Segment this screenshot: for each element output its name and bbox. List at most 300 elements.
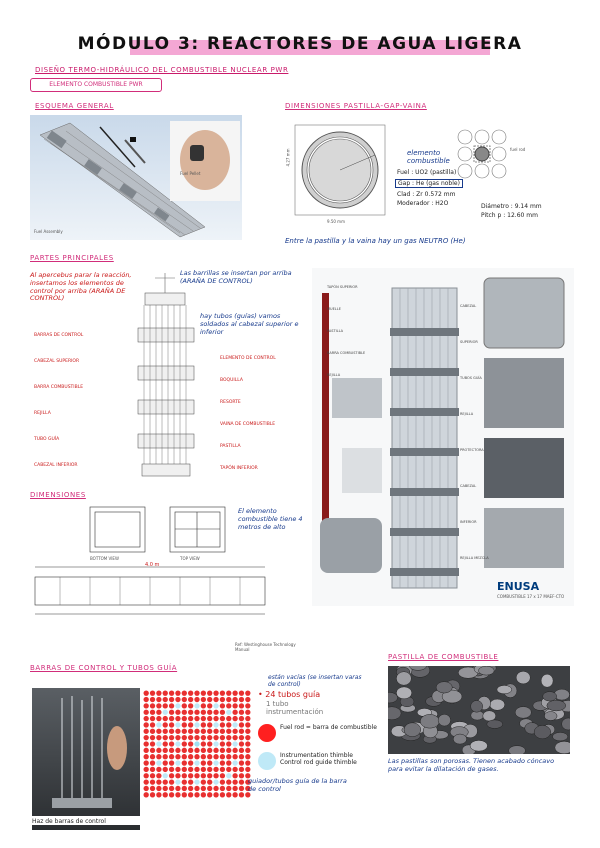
fuel-rod [182, 722, 187, 727]
heading-dimensiones: DIMENSIONES [30, 491, 86, 499]
fuel-rod [201, 792, 206, 797]
pastilla-note: Las pastillas son porosas. Tienen acabado cóncavo para evitar la dilatación de gases. [388, 757, 555, 773]
enusa-label-7: REJILLA PROTECTORA [460, 412, 484, 452]
fuel-rod [232, 754, 237, 759]
labels-left [34, 323, 129, 479]
fuel-rod [144, 703, 149, 708]
fuel-rod [201, 703, 206, 708]
guide-thimble [163, 773, 168, 778]
fuel-rod [169, 735, 174, 740]
fuel-rod [213, 716, 218, 721]
fuel-rod [150, 786, 155, 791]
fuel-rod [169, 779, 174, 784]
fuel-rod [163, 716, 168, 721]
enusa-label-5: CABEZAL SUPERIOR [460, 304, 478, 344]
fuel-rod [144, 741, 149, 746]
fuel-rod [182, 792, 187, 797]
fuel-rod [163, 754, 168, 759]
fuel-rod [144, 716, 149, 721]
instrument-thimble [194, 741, 199, 746]
fuel-rod [182, 735, 187, 740]
fuel-rod [226, 735, 231, 740]
fuel-rod [175, 735, 180, 740]
fuel-rod [144, 786, 149, 791]
fuel-rod [182, 767, 187, 772]
fuel-pellet [404, 723, 421, 737]
fuel-rod [213, 786, 218, 791]
fuel-rod [201, 735, 206, 740]
fuel-pellet [497, 685, 512, 693]
fuel-rod [201, 691, 206, 696]
fuel-rod [207, 779, 212, 784]
fuel-rod [150, 735, 155, 740]
fuel-rod [220, 722, 225, 727]
item-tubos-guia-text: 24 tubos guía [265, 690, 321, 699]
guide-thimble [232, 722, 237, 727]
fuel-rod [150, 722, 155, 727]
fuel-rod [207, 748, 212, 753]
heading-barras: BARRAS DE CONTROL Y TUBOS GUÍA [30, 664, 178, 672]
fuel-pellet [534, 725, 551, 738]
fuel-pellet [547, 700, 566, 711]
fuel-pellet [478, 666, 494, 675]
fuel-rod [245, 716, 250, 721]
fuel-rod [207, 792, 212, 797]
fuel-pellet [388, 707, 401, 720]
guide-thimble [194, 722, 199, 727]
fuel-pellet [515, 707, 531, 719]
fuel-rod [169, 697, 174, 702]
fuel-rod [169, 767, 174, 772]
pitch-label: Pitch p : 12.60 mm [481, 212, 538, 219]
fuel-rod [201, 741, 206, 746]
dimensions-source: Ref: Westinghouse Technology Manual [235, 642, 296, 652]
fuel-rod [213, 773, 218, 778]
general-figure [30, 115, 242, 240]
fuel-rod [169, 722, 174, 727]
fuel-rod [144, 792, 149, 797]
fuel-rod [213, 748, 218, 753]
fuel-rod [194, 716, 199, 721]
fuel-rod [220, 760, 225, 765]
fuel-rod [207, 691, 212, 696]
fuel-rod [201, 722, 206, 727]
fuel-rod [150, 773, 155, 778]
fuel-rod [150, 767, 155, 772]
enusa-labels [327, 276, 387, 386]
fuel-rod [156, 697, 161, 702]
fuel-rod [188, 786, 193, 791]
fuel-rod [207, 697, 212, 702]
control-rods-image [32, 688, 140, 830]
fuel-rod [194, 729, 199, 734]
rod-grid [143, 690, 251, 798]
fuel-rod [182, 779, 187, 784]
fuel-rod [245, 754, 250, 759]
fuel-pellet [541, 674, 553, 687]
fuel-pellet [438, 714, 451, 726]
fuel-rod [239, 697, 244, 702]
fuel-rod [194, 710, 199, 715]
fuel-rod [232, 729, 237, 734]
annot-guia: guiador/tubos guía de la barra de control [248, 777, 347, 793]
label-right-4: PASTILLA [220, 444, 241, 449]
label-left-3: REJILLA [34, 411, 51, 416]
fuel-rod [226, 703, 231, 708]
fuel-rod [156, 773, 161, 778]
fuel-rod [175, 729, 180, 734]
label-right-3: VAINA DE COMBUSTIBLE [220, 422, 276, 427]
diameter-label: Diámetro : 9.14 mm [481, 203, 542, 210]
fuel-rod [226, 697, 231, 702]
fuel-rod [226, 754, 231, 759]
fuel-rod [188, 741, 193, 746]
fuel-rod [239, 773, 244, 778]
guide-thimble [156, 741, 161, 746]
fuel-rod [169, 786, 174, 791]
fuel-rod [245, 741, 250, 746]
fuel-rod [144, 722, 149, 727]
note-height: El elemento combustible tiene 4 metros de alto [238, 507, 303, 531]
labels-right [220, 348, 305, 480]
fuel-rod [245, 710, 250, 715]
fuel-rod [232, 697, 237, 702]
fuel-pellet [543, 692, 557, 701]
fuel-rod [245, 691, 250, 696]
fuel-rod [245, 697, 250, 702]
fuel-rod [220, 710, 225, 715]
fuel-rod [245, 767, 250, 772]
fuel-rod [169, 691, 174, 696]
fuel-rod [150, 748, 155, 753]
fuel-rod [144, 735, 149, 740]
guide-thimble [213, 760, 218, 765]
fuel-rod [169, 754, 174, 759]
fuel-rod [188, 697, 193, 702]
fuel-rod [194, 792, 199, 797]
annot-elemento: elemento combustible [407, 149, 450, 166]
fuel-rod [175, 754, 180, 759]
fuel-assembly-illustration [30, 115, 242, 240]
note-barrillas: Las barrillas se insertan por arriba (ARAÑA DE CONTROL) [180, 269, 292, 285]
fuel-rod [188, 773, 193, 778]
fuel-rod [226, 779, 231, 784]
item-tubos-guia: • 24 tubos guía [258, 690, 321, 699]
label-fuel-assembly: Fuel Assembly [34, 229, 63, 234]
fuel-rod [150, 729, 155, 734]
fuel-rod [220, 716, 225, 721]
subtitle: DISEÑO TERMO-HIDRÁULICO DEL COMBUSTIBLE NUCLEAR PWR [35, 66, 289, 74]
fuel-rod [163, 735, 168, 740]
fuel-rod [220, 773, 225, 778]
label-fuel-pellet: Fuel Pellet [180, 171, 201, 176]
fuel-rod [201, 716, 206, 721]
fuel-rod [182, 716, 187, 721]
fuel-pellet [436, 682, 452, 693]
fuel-rod [226, 767, 231, 772]
fuel-rod [220, 697, 225, 702]
fuel-rod [239, 786, 244, 791]
fuel-rod [207, 729, 212, 734]
legend-cyan: Instrumentation thimble Control rod guide thimble [280, 752, 357, 766]
fuel-rod [220, 729, 225, 734]
fuel-rod [239, 722, 244, 727]
fuel-pellet [453, 734, 466, 744]
fuel-rod [201, 767, 206, 772]
fuel-rod [220, 703, 225, 708]
fuel-rod [156, 691, 161, 696]
label-right-5: TAPÓN INFERIOR [220, 466, 258, 471]
note-tubos: hay tubos (guías) vamos soldados al cabezal superior e inferior [200, 312, 299, 336]
fuel-rod [201, 786, 206, 791]
height-label: 4.0 m [145, 562, 160, 568]
fuel-rod [194, 748, 199, 753]
note-gap: Entre la pastilla y la vaina hay un gas NEUTRO (He) [285, 237, 466, 245]
guide-thimble [175, 741, 180, 746]
fuel-rod [163, 741, 168, 746]
fuel-rod [163, 722, 168, 727]
heading-dims-pastilla: DIMENSIONES PASTILLA-GAP-VAINA [285, 102, 427, 110]
fuel-rod [182, 741, 187, 746]
label-left-0: BARRAS DE CONTROL [34, 333, 84, 338]
moderator-label: Moderador : H2O [397, 200, 449, 207]
fuel-rod [207, 786, 212, 791]
fuel-pellet [420, 714, 439, 728]
fuel-rod [201, 710, 206, 715]
photo-caption: Haz de barras de control [32, 816, 140, 825]
enusa-logo: ENUSA [497, 580, 540, 593]
fuel-rod [188, 754, 193, 759]
fuel-rod [226, 716, 231, 721]
fuel-rod [201, 773, 206, 778]
guide-thimble [226, 773, 231, 778]
dim-height: 4.27 mm [285, 148, 291, 167]
fuel-rod [144, 729, 149, 734]
fuel-pellet [490, 699, 505, 710]
fuel-rod [194, 786, 199, 791]
fuel-rod [175, 748, 180, 753]
section-tag: ELEMENTO COMBUSTIBLE PWR [30, 78, 162, 92]
enusa-label-3: BARRA COMBUSTIBLE [327, 351, 366, 355]
fuel-rod [213, 767, 218, 772]
lattice-label: fuel rod [510, 147, 526, 152]
label-right-1: BOQUILLA [220, 378, 243, 383]
fuel-rod [144, 779, 149, 784]
fuel-rod [156, 786, 161, 791]
label-left-2: BARRA COMBUSTIBLE [34, 385, 84, 390]
fuel-rod [188, 792, 193, 797]
fuel-rod [207, 767, 212, 772]
fuel-rod [182, 760, 187, 765]
guide-thimble [175, 760, 180, 765]
fuel-rod [207, 735, 212, 740]
fuel-rod [188, 722, 193, 727]
enusa-label-1: MUELLE [327, 307, 341, 311]
fuel-rod [169, 748, 174, 753]
fuel-rod [245, 729, 250, 734]
fuel-rod [239, 767, 244, 772]
guide-thimble [213, 741, 218, 746]
guide-thimble [194, 779, 199, 784]
fuel-rod [220, 786, 225, 791]
guide-thimble [213, 703, 218, 708]
enusa-label-9: REJILLA MEZCLA [460, 556, 489, 560]
fuel-rod [144, 754, 149, 759]
fuel-rod [226, 722, 231, 727]
control-rods-photo [32, 688, 140, 830]
fuel-rod [239, 716, 244, 721]
fuel-pellet [396, 672, 411, 686]
item-instrumentacion: 1 tubo instrumentación [266, 700, 324, 716]
heading-partes: PARTES PRINCIPALES [30, 254, 114, 262]
fuel-rod [182, 748, 187, 753]
fuel-rod [169, 741, 174, 746]
fuel-rod [213, 735, 218, 740]
fuel-rod [175, 710, 180, 715]
fuel-rod [163, 697, 168, 702]
fuel-rod [150, 754, 155, 759]
note-arana: Al apercebus parar la reacción, insertamos los elementos de control por arriba (ARAÑA DE CONTROL) [30, 271, 132, 303]
fuel-rod [207, 760, 212, 765]
fuel-rod [207, 773, 212, 778]
fuel-pellet [509, 746, 526, 754]
fuel-pellet [553, 732, 568, 741]
fuel-rod [232, 786, 237, 791]
fuel-rod [144, 760, 149, 765]
fuel-rod [239, 760, 244, 765]
fuel-rod [226, 748, 231, 753]
fuel-rod [239, 779, 244, 784]
fuel-rod [201, 748, 206, 753]
fuel-rod [220, 779, 225, 784]
fuel-rod [182, 729, 187, 734]
label-right-2: RESORTE [220, 400, 241, 405]
fuel-rod [239, 748, 244, 753]
fuel-rod [201, 779, 206, 784]
guide-thimble [163, 710, 168, 715]
fuel-pellet [470, 740, 487, 751]
fuel-rod [169, 773, 174, 778]
enusa-label-4: REJILLA [327, 373, 341, 377]
fuel-rod [188, 767, 193, 772]
dim-width: 9.50 mm [327, 219, 345, 224]
fuel-rod [182, 754, 187, 759]
fuel-rod [163, 691, 168, 696]
guide-thimble [194, 703, 199, 708]
fuel-rod [163, 703, 168, 708]
guide-thimble [194, 760, 199, 765]
page-title: MÓDULO 3: REACTORES DE AGUA LIGERA [77, 34, 523, 54]
fuel-rod [175, 773, 180, 778]
fuel-rod [163, 779, 168, 784]
fuel-rod [194, 767, 199, 772]
fuel-rod [156, 703, 161, 708]
pellets-image [388, 666, 570, 754]
fuel-rod [220, 792, 225, 797]
fuel-rod [245, 722, 250, 727]
fuel-rod [169, 792, 174, 797]
fuel-rod [144, 748, 149, 753]
fuel-pellet [483, 711, 496, 721]
fuel-rod [232, 773, 237, 778]
fuel-rod [213, 710, 218, 715]
fuel-rod [175, 716, 180, 721]
guide-thimble [175, 703, 180, 708]
fuel-rod [156, 729, 161, 734]
fuel-rod [213, 754, 218, 759]
fuel-rod [156, 716, 161, 721]
fuel-rod [182, 710, 187, 715]
enusa-label-0: TAPÓN SUPERIOR [327, 285, 358, 289]
fuel-rod [144, 773, 149, 778]
fuel-rod [226, 760, 231, 765]
fuel-rod [220, 691, 225, 696]
pellet-dimensions-figure [285, 115, 565, 233]
fuel-rod [245, 735, 250, 740]
fuel-rod [201, 697, 206, 702]
fuel-rod [220, 741, 225, 746]
fuel-rod [232, 767, 237, 772]
fuel-rod [144, 697, 149, 702]
label-left-5: CABEZAL INFERIOR [34, 463, 78, 468]
fuel-rod [182, 703, 187, 708]
fuel-rod [220, 735, 225, 740]
partes-figure [30, 268, 305, 483]
fuel-rod [163, 767, 168, 772]
fuel-rod [188, 748, 193, 753]
fuel-rod [232, 710, 237, 715]
fuel-rod [245, 703, 250, 708]
fuel-rod [163, 748, 168, 753]
guide-thimble [175, 722, 180, 727]
fuel-rod [169, 760, 174, 765]
enusa-poster [312, 268, 574, 606]
guide-thimble [156, 722, 161, 727]
fuel-rod [220, 754, 225, 759]
fuel-rod [213, 729, 218, 734]
fuel-rod [226, 691, 231, 696]
fuel-rod [188, 760, 193, 765]
fuel-rod [220, 767, 225, 772]
enusa-labels-right [460, 288, 490, 576]
fuel-rod [150, 703, 155, 708]
fuel-rod [245, 748, 250, 753]
note-vacias: están vacías (se insertan varas de control) [268, 674, 362, 689]
fuel-rod [188, 729, 193, 734]
top-view-label: TOP VIEW [180, 556, 200, 561]
fuel-rod [150, 716, 155, 721]
legend-cyan-swatch [258, 752, 276, 770]
fuel-pellet [388, 692, 398, 703]
fuel-rod [156, 767, 161, 772]
fuel-rod [188, 710, 193, 715]
fuel-rod [207, 716, 212, 721]
fuel-rod [239, 703, 244, 708]
fuel-rod [169, 716, 174, 721]
fuel-pellet [555, 741, 570, 753]
dimensions-figure [30, 502, 305, 657]
fuel-rod [144, 691, 149, 696]
fuel-rod [239, 691, 244, 696]
fuel-rod [232, 703, 237, 708]
fuel-pellet [544, 712, 557, 721]
fuel-rod [163, 760, 168, 765]
legend-red-swatch [258, 724, 276, 742]
clad-label: Clad : Zr 0.572 mm [397, 191, 456, 198]
fuel-rod [239, 735, 244, 740]
guide-thimble [232, 741, 237, 746]
fuel-pellet [396, 687, 411, 699]
